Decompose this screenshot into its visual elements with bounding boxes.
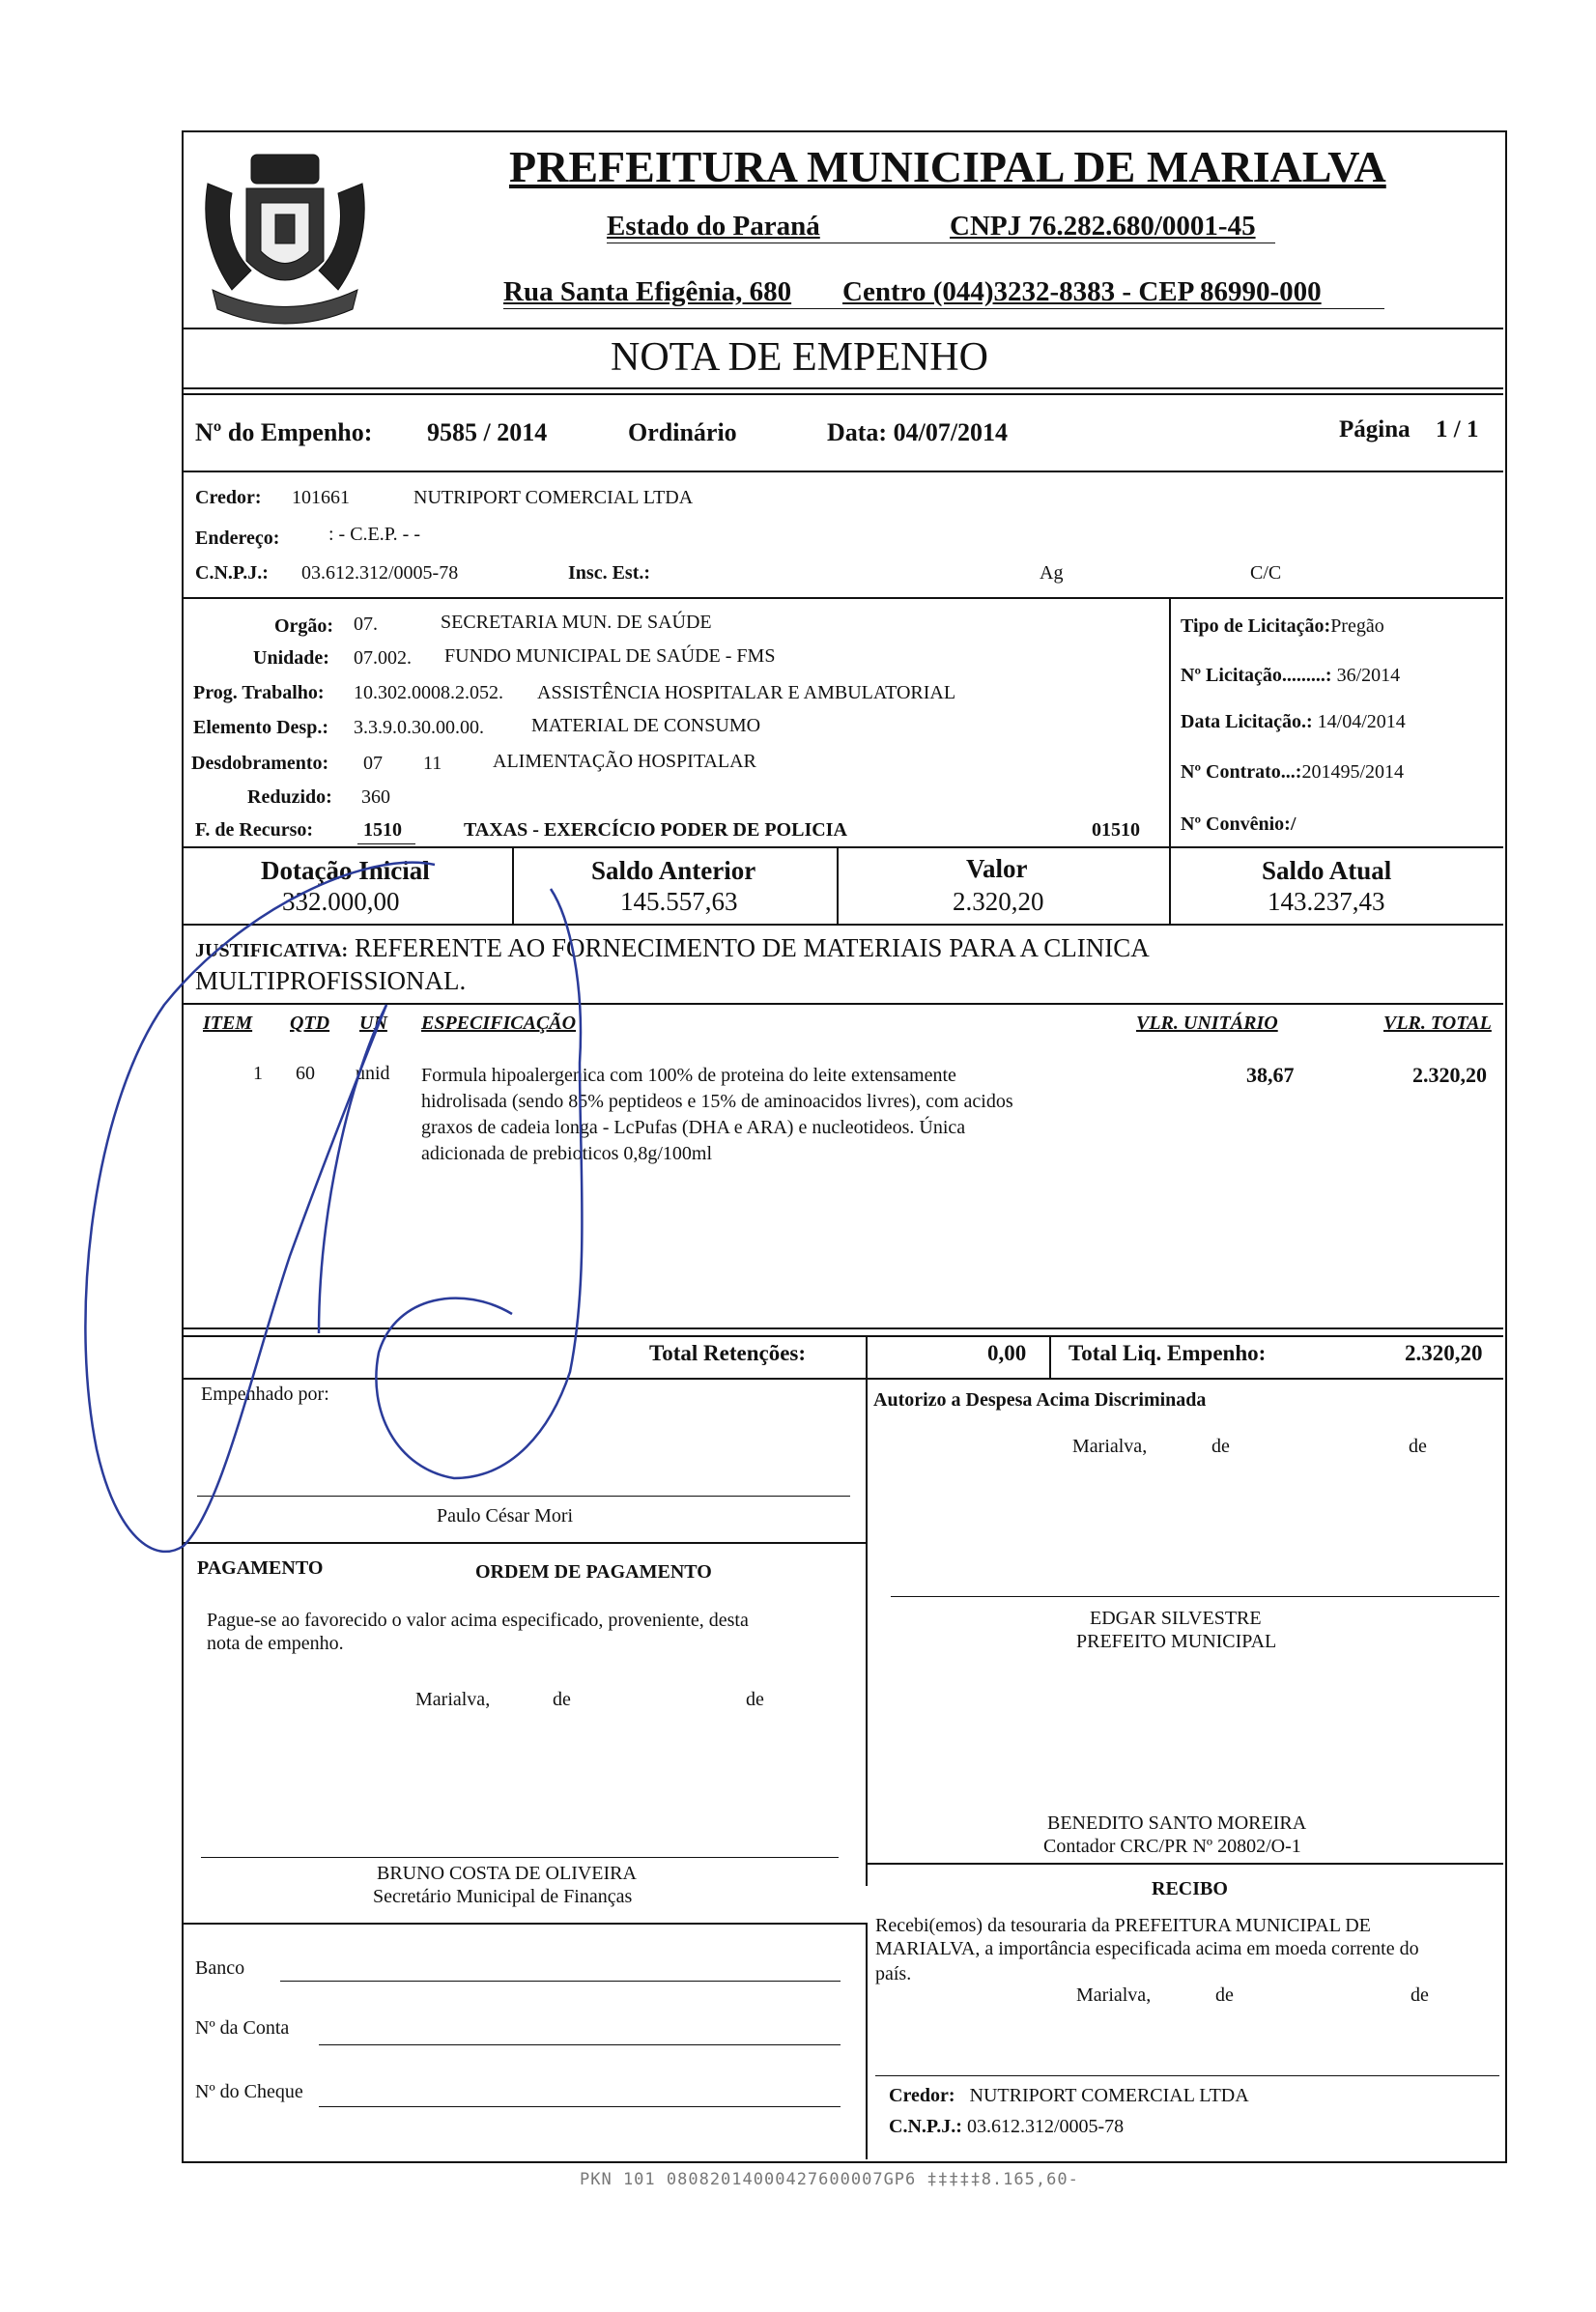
empenho-number-label: Nº do Empenho:	[195, 418, 373, 446]
secretario-name: BRUNO COSTA DE OLIVEIRA	[377, 1863, 637, 1884]
recurso-code: 1510	[363, 819, 402, 841]
liq-label: Total Liq. Empenho:	[1069, 1341, 1267, 1365]
org-contact: Centro (044)3232-8383 - CEP 86990-000	[842, 276, 1322, 307]
cc-label: C/C	[1250, 562, 1282, 584]
ordem-de2: de	[746, 1689, 764, 1710]
recibo-line3: país.	[875, 1963, 912, 1984]
dotacao-value: 332.000,00	[282, 887, 400, 916]
row-unit-value: 38,67	[1246, 1063, 1295, 1087]
prog-name: ASSISTÊNCIA HOSPITALAR E AMBULATORIAL	[537, 682, 956, 703]
prefeito-name: EDGAR SILVESTRE	[1090, 1608, 1262, 1629]
col-vlr-unitario: VLR. UNITÁRIO	[1136, 1013, 1278, 1034]
anterior-label: Saldo Anterior	[591, 856, 756, 885]
liq-value: 2.320,20	[1405, 1341, 1483, 1365]
desdob-name: ALIMENTAÇÃO HOSPITALAR	[493, 751, 756, 772]
reduzido-value: 360	[361, 786, 390, 808]
data-licitacao-value: 14/04/2014	[1317, 711, 1406, 732]
empenho-type: Ordinário	[628, 418, 737, 446]
contador-name: BENEDITO SANTO MOREIRA	[1047, 1812, 1307, 1834]
convenio-label: Nº Convênio:/	[1181, 813, 1297, 835]
retencoes-value: 0,00	[987, 1341, 1027, 1365]
empenhado-label: Empenhado por:	[201, 1384, 329, 1405]
row-item: 1	[253, 1063, 263, 1084]
page-number: 1 / 1	[1436, 416, 1479, 442]
prefeito-title: PREFEITO MUNICIPAL	[1076, 1631, 1277, 1652]
recurso-label: F. de Recurso:	[195, 819, 314, 841]
empenho-number: 9585 / 2014	[427, 418, 548, 446]
autorizo-label: Autorizo a Despesa Acima Discriminada	[873, 1389, 1207, 1411]
ordem-place: Marialva,	[415, 1689, 491, 1710]
recibo-cnpj-value: 03.612.312/0005-78	[966, 2116, 1125, 2137]
recibo-credor-name: NUTRIPORT COMERCIAL LTDA	[969, 2085, 1249, 2106]
pague-line2: nota de empenho.	[207, 1633, 344, 1654]
tipo-licitacao-value: Pregão	[1330, 615, 1384, 637]
recibo-line1: Recebi(emos) da tesouraria da PREFEITURA MUNICIPAL DE	[875, 1915, 1371, 1936]
contrato-label: Nº Contrato...:	[1181, 761, 1302, 783]
elemento-code: 3.3.9.0.30.00.00.	[354, 717, 484, 738]
spec-line: Formula hipoalergenica com 100% de proteina do leite extensamente	[421, 1065, 956, 1086]
conta-label: Nº da Conta	[195, 2017, 290, 2039]
num-licitacao-label: Nº Licitação.........:	[1181, 665, 1337, 686]
state-name: Estado do Paraná	[607, 211, 820, 242]
empenho-date: Data: 04/07/2014	[827, 418, 1009, 446]
credor-label: Credor:	[195, 487, 262, 508]
secretario-title: Secretário Municipal de Finanças	[373, 1886, 633, 1907]
recibo-de2: de	[1411, 1984, 1429, 2006]
org-cnpj: CNPJ 76.282.680/0001-45	[950, 211, 1256, 242]
justificativa-text1: REFERENTE AO FORNECIMENTO DE MATERIAIS PARA A CLINICA	[354, 933, 1150, 962]
anterior-value: 145.557,63	[620, 887, 738, 916]
unidade-name: FUNDO MUNICIPAL DE SAÚDE - FMS	[444, 645, 776, 667]
cheque-label: Nº do Cheque	[195, 2081, 303, 2102]
dotacao-label: Dotação Inicial	[261, 856, 430, 885]
credor-name: NUTRIPORT COMERCIAL LTDA	[413, 487, 694, 508]
valor-value: 2.320,20	[953, 887, 1044, 916]
unidade-code: 07.002.	[354, 647, 412, 669]
col-vlr-total: VLR. TOTAL	[1383, 1013, 1492, 1034]
empenhado-name: Paulo César Mori	[437, 1505, 574, 1527]
orgao-name: SECRETARIA MUN. DE SAÚDE	[441, 612, 712, 633]
bank-authentication-stamp: PKN 101 08082014000427600007GP6 ‡‡‡‡‡8.165,60-	[580, 2170, 1079, 2189]
justificativa-line2: MULTIPROFISSIONAL.	[195, 966, 467, 995]
desdob-code2: 11	[423, 753, 442, 774]
spec-line: graxos de cadeia longa - LcPufas (DHA e ARA) e nucleotideos. Única	[421, 1117, 966, 1138]
prog-label: Prog. Trabalho:	[193, 682, 325, 703]
autorizo-de2: de	[1409, 1436, 1427, 1457]
contrato-value: 201495/2014	[1301, 761, 1405, 783]
col-qtd: QTD	[290, 1013, 330, 1034]
recurso-name: TAXAS - EXERCÍCIO PODER DE POLICIA	[464, 819, 847, 841]
recurso-code2: 01510	[1092, 819, 1140, 841]
recibo-cnpj-label: C.N.P.J.:	[889, 2116, 962, 2137]
unidade-label: Unidade:	[253, 647, 329, 669]
recibo-line2: MARIALVA, a importância especificada acima em moeda corrente do	[875, 1938, 1419, 1959]
pague-line1: Pague-se ao favorecido o valor acima especificado, proveniente, desta	[207, 1610, 749, 1631]
orgao-label: Orgão:	[274, 615, 334, 637]
atual-value: 143.237,43	[1268, 887, 1385, 916]
credor-cnpj: 03.612.312/0005-78	[301, 562, 459, 584]
credor-code: 101661	[292, 487, 350, 508]
row-un: unid	[356, 1063, 390, 1084]
credor-address: : - C.E.P. - -	[328, 524, 420, 545]
pagamento-label: PAGAMENTO	[197, 1557, 324, 1579]
ordem-de1: de	[553, 1689, 571, 1710]
org-name: PREFEITURA MUNICIPAL DE MARIALVA	[509, 142, 1386, 191]
desdob-label: Desdobramento:	[191, 753, 329, 774]
col-un: UN	[359, 1013, 387, 1034]
prog-code: 10.302.0008.2.052.	[354, 682, 503, 703]
orgao-code: 07.	[354, 614, 378, 635]
justificativa-label: JUSTIFICATIVA:	[195, 940, 349, 961]
elemento-label: Elemento Desp.:	[193, 717, 328, 738]
recibo-label: RECIBO	[1152, 1878, 1228, 1899]
autorizo-de1: de	[1211, 1436, 1230, 1457]
col-item: ITEM	[203, 1013, 253, 1034]
valor-label: Valor	[966, 854, 1028, 883]
org-address: Rua Santa Efigênia, 680	[503, 276, 792, 307]
num-licitacao-value: 36/2014	[1336, 665, 1401, 686]
autorizo-place: Marialva,	[1072, 1436, 1148, 1457]
recibo-de1: de	[1215, 1984, 1234, 2006]
spec-line: adicionada de prebioticos 0,8g/100ml	[421, 1143, 713, 1164]
insc-label: Insc. Est.:	[568, 562, 651, 584]
elemento-name: MATERIAL DE CONSUMO	[531, 715, 761, 736]
atual-label: Saldo Atual	[1262, 856, 1392, 885]
banco-label: Banco	[195, 1957, 245, 1979]
cnpj-label: C.N.P.J.:	[195, 562, 269, 584]
ag-label: Ag	[1040, 562, 1064, 584]
tipo-licitacao-label: Tipo de Licitação:	[1181, 615, 1331, 637]
recibo-place: Marialva,	[1076, 1984, 1152, 2006]
page-label: Página	[1339, 416, 1411, 442]
retencoes-label: Total Retenções:	[649, 1341, 807, 1365]
ordem-label: ORDEM DE PAGAMENTO	[475, 1561, 712, 1583]
row-qtd: 60	[296, 1063, 315, 1084]
contador-title: Contador CRC/PR Nº 20802/O-1	[1043, 1836, 1301, 1857]
row-total-value: 2.320,20	[1412, 1063, 1487, 1087]
spec-line: hidrolisada (sendo 85% peptideos e 15% de aminoacidos livres), com acidos	[421, 1091, 1013, 1112]
data-licitacao-label: Data Licitação.:	[1181, 711, 1318, 732]
desdob-code1: 07	[363, 753, 383, 774]
recibo-credor-label: Credor:	[889, 2085, 955, 2106]
reduzido-label: Reduzido:	[247, 786, 332, 808]
document-title: NOTA DE EMPENHO	[611, 335, 988, 380]
col-especificacao: ESPECIFICAÇÃO	[421, 1013, 577, 1034]
address-label: Endereço:	[195, 528, 280, 549]
